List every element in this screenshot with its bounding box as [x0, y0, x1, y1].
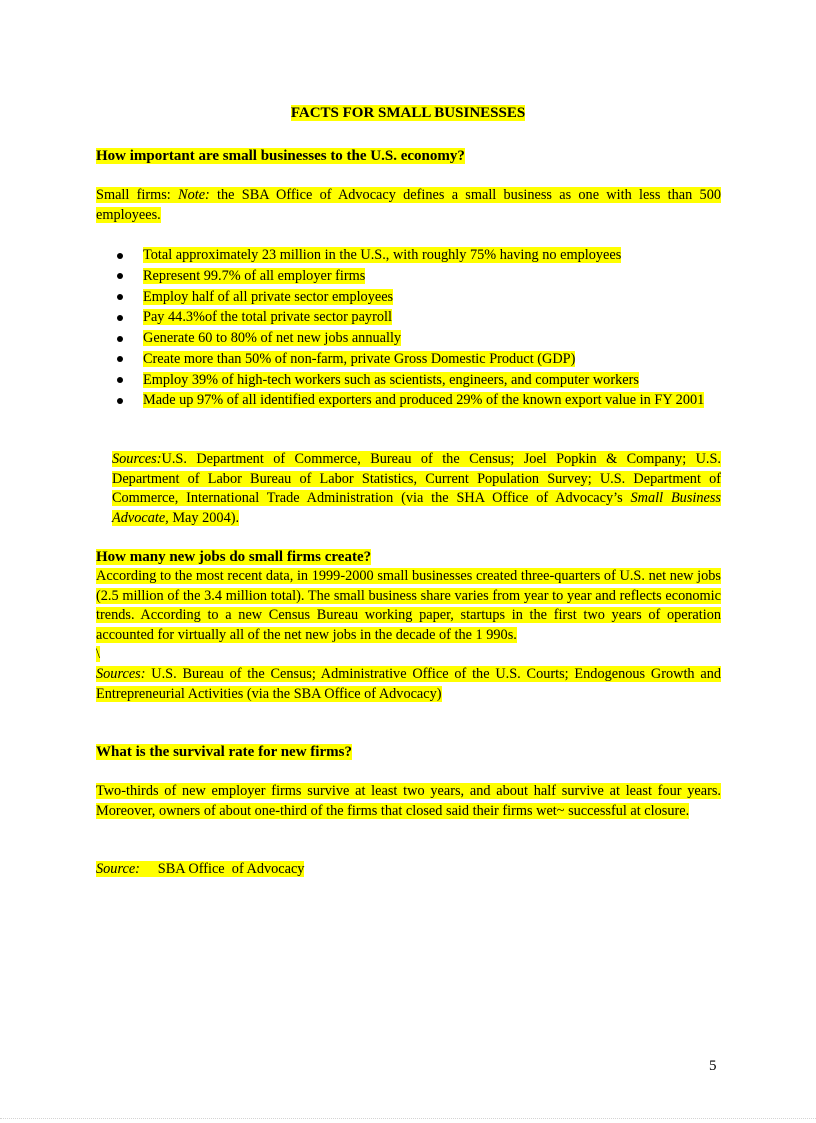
- bullet-text: Represent 99.7% of all employer firms: [143, 267, 366, 284]
- bullet-icon: [117, 398, 123, 404]
- section3-heading: [96, 742, 352, 762]
- bullet-text: Made up 97% of all identified exporters and produced 29% of the known export value in FY 2001: [143, 391, 705, 408]
- page-number: 5: [709, 1058, 717, 1074]
- section3-heading-text: What is the survival rate for new firms?: [96, 744, 352, 760]
- list-item: [96, 391, 721, 411]
- list-item: [96, 370, 721, 391]
- bullet-icon: [117, 336, 123, 342]
- list-item: [96, 287, 721, 308]
- stray-mark: \: [96, 646, 100, 663]
- sources-label: Sources:: [112, 451, 162, 467]
- section2-sources-text: [96, 666, 721, 702]
- sources-label: Sources:: [96, 665, 146, 682]
- sources-date: May 2004).: [168, 509, 240, 526]
- list-item: [96, 349, 721, 370]
- section2-heading-text: How many new jobs do small firms create?: [96, 549, 372, 565]
- intro-body: the SBA Office of Advocacy defines a small business as one with less than 500 employees.: [96, 187, 721, 223]
- sources-body: U.S. Department of Commerce, Bureau of the Census; Joel Popkin & Company; U.S. Department of Labor Bureau of Labor Statistics, Current Population Survey; U.S. Department of Commerce, International Trade Administration (via the SHA Office of Advocacy’s: [112, 451, 721, 507]
- bullet-text: Employ 39% of high-tech workers such as scientists, engineers, and computer workers: [143, 371, 639, 388]
- bullet-icon: [117, 315, 123, 321]
- section2-heading: [96, 547, 371, 567]
- intro-prefix: Small firms:: [96, 187, 179, 203]
- section1-intro-text: [96, 187, 721, 223]
- section3-body: [96, 782, 721, 821]
- section3-source: [96, 860, 721, 880]
- bullet-icon: [117, 273, 123, 279]
- bullet-text: Generate 60 to 80% of net new jobs annually: [143, 330, 402, 347]
- page-title-text: FACTS FOR SMALL BUSINESSES: [290, 105, 526, 121]
- section1-intro: [96, 186, 721, 225]
- section2-body: [96, 567, 721, 704]
- page-title: [0, 103, 816, 123]
- section1-heading-text: How important are small businesses to the U.S. economy?: [96, 148, 465, 164]
- sources-body: U.S. Bureau of the Census; Administrative Office of the U.S. Courts; Endogenous Growth and Entrepreneurial Activities (via the SBA Office of Advocacy): [96, 665, 721, 702]
- sources-publication: Small Business Advocate,: [112, 490, 721, 526]
- bullet-text: Pay 44.3%of the total private sector payroll: [143, 309, 392, 326]
- facts-bullet-list: [96, 245, 721, 410]
- section1-heading: [96, 146, 465, 166]
- source-body: SBA Office of Advocacy: [139, 861, 305, 877]
- bullet-text: Employ half of all private sector employees: [143, 288, 394, 305]
- bullet-icon: [117, 356, 123, 362]
- bullet-text: Total approximately 23 million in the U.S., with roughly 75% having no employees: [143, 247, 622, 263]
- list-item: [96, 245, 721, 266]
- section3-body-text: Two-thirds of new employer firms survive at least two years, and about half survive at least four years. Moreover, owners of about one-third of the firms that closed said their firms wet~ successful at closure.: [96, 783, 721, 819]
- bullet-icon: [117, 294, 123, 300]
- bullet-icon: [117, 377, 123, 383]
- bullet-icon: [117, 253, 123, 259]
- list-item: [96, 307, 721, 328]
- section1-sources: [112, 450, 721, 528]
- page-bottom-edge: [0, 1118, 816, 1119]
- intro-note-label: Note:: [178, 187, 210, 203]
- source-label: Source:: [96, 861, 140, 877]
- bullet-text: Create more than 50% of non-farm, private Gross Domestic Product (GDP): [143, 350, 576, 367]
- section3-source-text: [96, 861, 304, 877]
- section2-body-text: According to the most recent data, in 1999-2000 small businesses created three-quarters of U.S. net new jobs (2.5 million of the 3.4 million total). The small business share varies from year to year and reflects economic trends. According to a new Census Bureau working paper, startups in the first two years of operation accounted for virtually all of the net new jobs in the decade of the 1 990s.: [96, 568, 721, 643]
- section1-sources-text: [112, 451, 721, 526]
- list-item: [96, 266, 721, 287]
- list-item: [96, 328, 721, 349]
